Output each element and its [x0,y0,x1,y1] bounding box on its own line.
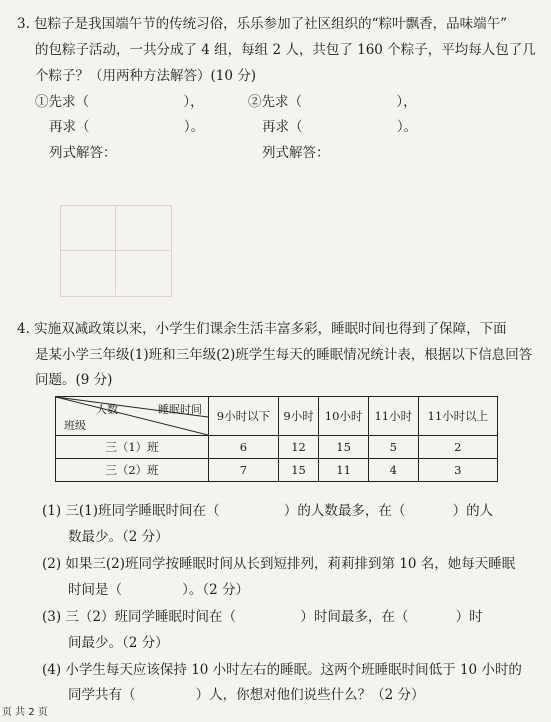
table-row-class: 三（2）班 [56,459,209,482]
q3-method2-formula: 列式解答： [262,145,330,161]
table-row [56,459,498,482]
corner-label-sleep-time: 睡眠时间 [158,403,202,416]
q4-sub4-line-2: 同学共有（ ）人，你想对他们说些什么？（2 分） [68,687,425,703]
page-footer: 页 共 2 页 [2,707,48,718]
corner-label-count: 人数 [96,403,118,416]
table-header-cell: 11小时以上 [418,397,497,436]
table-cell: 12 [278,436,318,459]
sleep-stats-table [55,396,498,482]
table-cell: 15 [319,436,369,459]
table-cell: 15 [278,459,318,482]
q4-text-line-2: 是某小学三年级(1)班和三年级(2)班学生每天的睡眠情况统计表，根据以下信息回答 [35,347,533,363]
q3-method1-formula: 列式解答： [49,145,117,161]
table-row-class: 三（1）班 [56,436,209,459]
q4-text-line-3: 问题。(9 分) [35,372,113,388]
table-cell: 6 [209,436,279,459]
q4-sub3-line-1: (3) 三（2）班同学睡眠时间在（ ）时间最多，在（ ）时 [42,609,483,625]
table-cell: 3 [418,459,497,482]
table-cell: 11 [319,459,369,482]
table-cell: 5 [368,436,418,459]
q4-sub1-line-1: (1) 三(1)班同学睡眠时间在（ ）的人数最多，在（ ）的人 [42,503,494,519]
table-header-cell: 9小时 [278,397,318,436]
q4-text-line-1: 4. 实施双减政策以来，小学生们课余生活丰富多彩，睡眠时间也得到了保障，下面 [17,321,507,337]
table-header-row [56,397,498,436]
bleed-through-line [60,250,170,251]
table-header-cell: 11小时 [368,397,418,436]
table-row [56,436,498,459]
table-header-cell: 10小时 [319,397,369,436]
q4-sub4-line-1: (4) 小学生每天应该保持 10 小时左右的睡眠。这两个班睡眠时间低于 10 小时的 [42,662,522,678]
q3-text-line-2: 的包粽子活动，一共分成了 4 组，每组 2 人，共包了 160 个粽子，平均每人包了几 [35,42,536,58]
table-header-cell: 9小时以下 [209,397,279,436]
q3-method1-then: 再求（ ）。 [49,119,205,135]
q3-text-line-3: 个粽子？（用两种方法解答）(10 分) [35,68,257,84]
q3-method1-first: ①先求（ ）， [35,94,204,110]
q4-sub2-line-1: (2) 如果三(2)班同学按睡眠时间从长到短排列，莉莉排到第 10 名，她每天睡眠 [42,556,516,572]
corner-label-class: 班级 [64,419,86,432]
table-cell: 2 [418,436,497,459]
q3-method2-first: ②先求（ ）， [248,94,417,110]
bleed-through-line [115,205,116,295]
table-corner-cell [56,397,209,436]
table-cell: 4 [368,459,418,482]
q4-sub2-line-2: 时间是（ ）。（2 分） [68,582,249,598]
q4-sub3-line-2: 间最少。（2 分） [68,635,169,651]
q3-method2-then: 再求（ ）。 [262,119,418,135]
q3-text-line-1: 3. 包粽子是我国端午节的传统习俗，乐乐参加了社区组织的“粽叶飘香，品味端午” [17,16,507,32]
q4-sub1-line-2: 数最少。（2 分） [68,529,169,545]
bleed-through-box [60,205,172,297]
table-cell: 7 [209,459,279,482]
